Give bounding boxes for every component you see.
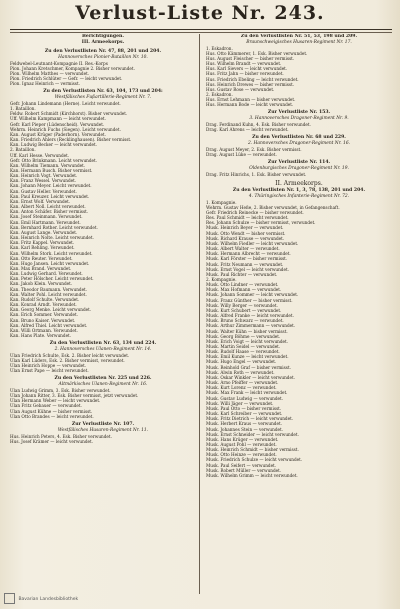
casualty-entry: Kan. Rudolf Schulte. Verwundet.: [10, 296, 80, 302]
casualty-entry: Drag. August Lüke — verwundet.: [206, 152, 277, 158]
casualty-entry: Hus. Hermann Bode — leicht verwundet.: [206, 102, 294, 108]
regiment-heading: 3. Hannoversches Dragoner-Regiment Nr. 9.: [249, 116, 349, 122]
casualty-entry: Musk. Bruno Schwarz — verwundet.: [206, 318, 284, 324]
casualty-entry: Kan. Albert Noll. Leicht verwundet.: [10, 204, 86, 210]
casualty-entry: Drag. Karl Ahrens — leicht verwundet.: [206, 127, 289, 133]
casualty-entry: Gefr. Karl Pieper (Lüdenscheid). Verwundet.: [10, 121, 105, 127]
casualty-entry: Kan. Jakob Klein. Verwundet.: [10, 281, 73, 287]
casualty-entry: Kan. Johann Meyer. Leicht verwundet.: [10, 183, 92, 189]
casualty-entry: Musk. Paul Otto — bisher vermisst.: [206, 405, 282, 411]
casualty-entry: Kan. Friedrich Ahlers (Recklinghausen). Bisher vermisst.: [10, 137, 132, 143]
casualty-entry: Musk. Arthur Zimmermann — verwundet.: [206, 323, 296, 329]
casualty-entry: Musk. Alwin Roth — verwundet.: [206, 369, 275, 375]
casualty-entry: Kan. Fritz Kappel. Verwundet.: [10, 240, 75, 246]
casualty-entry: Musk. Rudolf Haase — verwundet.: [206, 349, 280, 355]
casualty-entry: Kan. Willi Ortmann. Verwundet.: [10, 327, 78, 333]
casualty-entry: Musk. Max Frank — leicht verwundet.: [206, 390, 288, 396]
casualty-entry: Kan. Hans Plate. Verwundet.: [10, 333, 72, 338]
casualty-entry: Musk. Karl Förster — bisher vermisst.: [206, 256, 288, 262]
casualty-entry: Musk. Hans Krüger — verwundet.: [206, 436, 279, 442]
section-heading: Zu den Verlustlisten Nr. 63, 104, 173 und 204:: [43, 89, 163, 95]
casualty-entry: Musk. Kurt Schubert — verwundet.: [206, 307, 282, 313]
casualty-entry: Kan. Walter Pohl. Leicht verwundet.: [10, 291, 87, 297]
regiment-heading: Hannoversches Pionier-Bataillon Nr. 10.: [58, 55, 148, 60]
casualty-entry: Res. Paul Schmidt — leicht verwundet.: [206, 215, 289, 221]
casualty-entry: Ulan Ernst Pape — leicht verwundet.: [10, 368, 89, 374]
casualty-entry: Kan. Karl Rehling. Verwundet.: [10, 245, 75, 251]
casualty-entry: Drag. Ferdinand Kuhn, 4. Esk. Bisher verwundet.: [206, 122, 311, 128]
casualty-entry: 1. Kompagnie.: [206, 199, 237, 205]
casualty-entry: Kan. Otto Reuter. Verwundet.: [10, 255, 73, 261]
casualty-entry: Musk. Johann Sommer — leicht verwundet.: [206, 292, 299, 298]
casualty-entry: Ulan Heinrich Hoppe — verwundet.: [10, 363, 87, 369]
casualty-entry: Musk. Paul Seifert — verwundet.: [206, 462, 277, 468]
casualty-entry: Musk. Gustav Ludwig — verwundet.: [206, 395, 284, 401]
regiment-heading: Oldenburgisches Dragoner-Regiment Nr. 19.: [249, 166, 349, 172]
casualty-entry: Kan. Josef Steinmann. Verwundet.: [10, 214, 83, 220]
section-heading: Zur Verlustliste Nr. 153.: [267, 110, 331, 116]
casualty-entry: Pion. Ignaz Heinrich — vermisst.: [10, 81, 80, 87]
section-heading: Zu den Verlustlisten Nr. 68 und 229.: [252, 135, 346, 141]
casualty-entry: Musk. Reinhold Graf — bisher vermisst.: [206, 364, 291, 370]
regiment-heading: 2. Hannoversches Ulanen-Regiment Nr. 14.: [54, 347, 152, 353]
section-heading: Zur Verlustliste Nr. 114.: [267, 160, 331, 166]
casualty-entry: Kan. Hugo Jansen. Leicht verwundet.: [10, 260, 90, 266]
section-heading: Zu den Verlustlisten Nr. 1, 3, 78, 138, 201 und 204.: [232, 188, 366, 194]
casualty-entry: Kan. Georg Menke. Leicht verwundet.: [10, 307, 92, 313]
casualty-entry: Feldw. Robert Schmidt (Kirchhorst). Bisher verwundet.: [10, 111, 128, 117]
regiment-heading: Westfälisches Husaren-Regiment Nr. 11.: [57, 427, 149, 433]
casualty-entry: Kan. Gustav Heller. Verwundet.: [10, 188, 77, 194]
casualty-entry: Kan. Konrad Arndt. Verwundet.: [10, 302, 77, 308]
casualty-entry: Hus. Friedrich Ebeling — leicht verwundet.: [206, 76, 299, 82]
casualty-entry: Hus. Josef Krämer — leicht verwundet.: [10, 438, 94, 444]
casualty-entry: Hus. Fritz Jahn — bisher verwundet.: [206, 71, 284, 77]
casualty-entry: Kan. Theodor Baumann. Verwundet.: [10, 286, 88, 292]
casualty-entry: Ulan August Kühne — bisher vermisst.: [10, 408, 93, 414]
casualty-entry: Musk. Erich Voigt — leicht verwundet.: [206, 338, 289, 344]
casualty-entry: Hus. Otto Kämmerer, 1. Esk. Bisher verwundet.: [206, 50, 308, 56]
casualty-entry: Musk. Heinrich Beyer — verwundet.: [206, 225, 284, 231]
library-logo-icon: [4, 593, 15, 604]
casualty-entry: 2. Bataillon.: [10, 147, 36, 153]
casualty-entry: Kan. Heinrich Vogt. Verwundet.: [10, 173, 78, 179]
casualty-entry: Ulan Ludwig Grimm, 3. Esk. Bisher verwundet.: [10, 387, 111, 393]
footer-line-2: Landesbibliothek: [39, 597, 79, 602]
casualty-entry: Ulan Hermann Weber — leicht verwundet.: [10, 398, 101, 404]
casualty-entry: Musk. Emil Kunze — leicht verwundet.: [206, 354, 289, 360]
casualty-entry: Ulan Friedrich Schulte, Esk. 2. Bisher leicht verwundet.: [10, 352, 130, 358]
casualty-entry: Gefr. Johann Lindemann (Herne). Leicht verwundet.: [10, 100, 121, 106]
casualty-entry: Ulan Otto Brandes — leicht verwundet.: [10, 413, 94, 419]
casualty-entry: 1. Bataillon.: [10, 106, 36, 112]
section-heading: Zu den Verlustlisten Nr. 51, 53, 198 und 209.: [240, 34, 358, 39]
casualty-entry: Musk. Georg Böhme — verwundet.: [206, 333, 281, 339]
casualty-entry: Musk. Willy Berger — verwundet.: [206, 302, 278, 308]
casualty-entry: Musk. Hugo Engel — verwundet.: [206, 359, 277, 365]
casualty-entry: Musk. Martin Seidel — verwundet.: [206, 344, 281, 349]
casualty-entry: Musk. Arno Pfeiffer — verwundet.: [206, 380, 279, 386]
casualty-entry: Ulan Fritz Gebauer — verwundet.: [10, 403, 82, 409]
casualty-entry: Musk. Paul Richter — verwundet.: [206, 271, 278, 277]
casualty-entry: Kan. Alfred Thiel. Leicht verwundet.: [10, 322, 88, 328]
section-heading: Zu den Verlustlisten Nr. 225 und 226.: [54, 376, 152, 382]
casualty-entry: Kan. Ludwig Becker — leicht verwundet.: [10, 142, 98, 148]
casualty-entry: Musk. Otto Lindner — verwundet.: [206, 282, 279, 288]
casualty-entry: Musk. Ernst Vogel — leicht verwundet.: [206, 266, 289, 272]
casualty-entry: Kan. Wilhelm Tiemann. Verwundet.: [10, 162, 86, 168]
casualty-entry: Kan. Bruno Kaiser. Verwundet.: [10, 317, 76, 323]
casualty-entry: Kan. Erich Sommer. Verwundet.: [10, 312, 79, 318]
casualty-entry: Musk. Alfred Franke — leicht verwundet.: [206, 313, 294, 319]
casualty-entry: Kan. August Krüger (Paderborn). Verwundet.: [10, 131, 106, 137]
casualty-entry: Musk. Wilhelm Grimm — leicht verwundet.: [206, 472, 298, 478]
casualty-entry: Musk. Fritz Dietrich — leicht verwundet.: [206, 416, 294, 422]
title-rule: [10, 29, 392, 30]
casualty-entry: Kan. Paul Kreuzer. Leicht verwundet.: [10, 193, 90, 199]
casualty-entry: Musk. Kurt Lorenz — verwundet.: [206, 385, 277, 391]
casualty-entry: Musk. August Pohl — verwundet.: [206, 441, 277, 447]
page-title: Verlust-Liste Nr. 243.: [75, 2, 325, 24]
casualty-entry: Musk. Fritz Neumann — verwundet.: [206, 261, 284, 267]
casualty-entry: Kan. Bernhard Rother. Leicht verwundet.: [10, 224, 98, 230]
casualty-entry: Kan. Hermann Busch. Bisher vermisst.: [10, 168, 93, 173]
casualty-entry: Kan. Anton Schäfer. Bisher vermisst.: [10, 209, 89, 215]
casualty-entry: Hus. Heinrich Drewes — bisher vermisst.: [206, 81, 295, 87]
casualty-entry: Musk. Oskar Winkler — leicht verwundet.: [206, 374, 295, 380]
casualty-entry: Ulan Johann Ritter, 3. Esk. Bisher vermisst, jetzt verwundet.: [10, 393, 139, 399]
casualty-entry: Musk. Herbert Kraus — verwundet.: [206, 421, 282, 427]
footer-line-1: Bavarian: [18, 597, 39, 602]
section-heading: II. Armeekorps.: [275, 180, 323, 188]
casualty-entry: 2. Eskadron.: [206, 92, 233, 97]
casualty-entry: Pion. Friedrich Schlüter — Gefr. — leicht verwundet.: [10, 76, 123, 82]
section-heading: Zur Verlustliste Nr. 107.: [71, 421, 135, 427]
casualty-entry: Uff. Karl Hesse. Verwundet.: [10, 152, 70, 158]
casualty-entry: Kan. Ernst Wolf. Verwundet.: [10, 198, 71, 204]
casualty-entry: Gefr. Friedrich Reinecke — bisher verwundet.: [206, 209, 304, 215]
library-footer: [4, 593, 78, 604]
regiment-heading: Westfälisches Fußartillerie-Regiment Nr. 7.: [54, 95, 152, 101]
casualty-entry: Gefr. Otto Brinkmann. Leicht verwundet.: [10, 157, 98, 163]
section-heading: Zu den Verlustlisten Nr. 47, 88, 201 und 204.: [44, 49, 162, 54]
casualty-entry: Kan. Heinrich Nolte. Leicht verwundet.: [10, 235, 94, 241]
casualty-entry: Musk. Willi Jäger — verwundet.: [206, 400, 274, 406]
casualty-entry: Drag. August Meyer, 2. Esk. Bisher vermisst.: [206, 146, 302, 152]
casualty-entry: Kan. Franz Wessel. Verwundet.: [10, 178, 77, 184]
casualty-entry: Musk. Max Hofmann — verwundet.: [206, 287, 282, 293]
column-divider: [199, 34, 200, 594]
casualty-entry: Pion. Johann Kretschmer, Kompagnie 2. Bisher verwundet.: [10, 65, 135, 71]
casualty-entry: Musk. Otto Heinze — verwundet.: [206, 452, 277, 458]
casualty-entry: 2. Kompagnie.: [206, 276, 237, 282]
casualty-entry: Hus. Wilhelm Brandt — verwundet.: [206, 61, 282, 67]
regiment-heading: Altmärkisches Ulanen-Regiment Nr. 16.: [58, 382, 148, 388]
casualty-entry: Kan. August Lange. Verwundet.: [10, 229, 78, 235]
casualty-entry: Musk. Albert Walter — verwundet.: [206, 246, 280, 252]
title-rule-thin: [10, 32, 392, 33]
casualty-entry: Kan. Ludwig Gerhard. Verwundet.: [10, 271, 83, 277]
casualty-entry: Kan. Wilhelm Stork. Leicht verwundet.: [10, 250, 93, 256]
casualty-entry: Musk. Hermann Albrecht — verwundet.: [206, 251, 291, 257]
regiment-heading: 4. Thüringisches Infanterie-Regiment Nr. 72.: [248, 194, 350, 200]
section-heading: Berichtigungen.: [82, 34, 124, 39]
right-column: [206, 34, 392, 594]
casualty-entry: Musk. Heinrich Schmidt — bisher vermisst.: [206, 447, 299, 453]
casualty-entry: Kan. Peter Hölscher. Leicht verwundet.: [10, 276, 94, 282]
casualty-entry: Musk. Robert Müller — verwundet.: [206, 467, 282, 473]
casualty-entry: Ulan Karl Lüders, Esk. 2. Bisher vermisst, verwundet.: [10, 357, 125, 363]
left-column: [10, 34, 196, 594]
section-heading: III. Armeekorps.: [81, 40, 125, 45]
casualty-entry: 1. Eskadron.: [206, 45, 233, 51]
casualty-entry: Musk. Franz Günther — bisher vermisst.: [206, 297, 293, 303]
casualty-entry: Musk. Ernst Schneider — leicht verwundet.: [206, 431, 299, 437]
casualty-entry: Pion. Wilhelm Matthes — verwundet.: [10, 70, 90, 76]
casualty-entry: Musk. Friedrich Schulze — leicht verwundet.: [206, 457, 303, 463]
casualty-entry: Musk. Wilhelm Fiedler — leicht verwundet.: [206, 240, 299, 246]
regiment-heading: 2. Hannoversches Dragoner-Regiment Nr. 16.: [247, 141, 351, 147]
casualty-entry: Musk. Richard Krause — verwundet.: [206, 235, 285, 241]
casualty-entry: Musk. Johannes Stein — verwundet.: [206, 426, 283, 432]
casualty-entry: Drag. Fritz Hinrichs, 1. Esk. Bisher verwundet.: [206, 171, 307, 177]
section-heading: Zu den Verlustlisten Nr. 63, 134 und 224.: [49, 341, 157, 347]
casualty-entry: Musk. Walter Kühn — bisher vermisst.: [206, 328, 288, 334]
casualty-entry: Kan. Emil Hartmann. Verwundet.: [10, 219, 81, 225]
casualty-entry: Hus. Ernst Lehmann — bisher verwundet.: [206, 97, 296, 103]
casualty-entry: Musk. Otto Wendt — bisher vermisst.: [206, 230, 286, 236]
casualty-entry: Hus. Karl Sievers — leicht verwundet.: [206, 66, 288, 72]
casualty-entry: Wehrm. Gustav Heße, 2. Bisher verwundet, in Gefangenschaft.: [206, 204, 340, 210]
casualty-entry: Hus. August Fleischer — bisher vermisst.: [206, 55, 295, 61]
casualty-entry: Hus. Gustav Rose — verwundet.: [206, 86, 275, 92]
casualty-entry: Res. Johann Schulze — bisher vermisst, verwundet.: [206, 220, 316, 226]
regiment-heading: Braunschweigisches Husaren-Regiment Nr. 17.: [246, 40, 352, 45]
casualty-entry: Feldwebel-Leutnant-Kompagnie II. Res.-Korps: [10, 60, 108, 66]
casualty-entry: Musk. Karl Schreiber — verwundet.: [206, 411, 283, 417]
casualty-entry: Kan. Max Brand. Verwundet.: [10, 265, 72, 271]
casualty-entry: Hus. Heinrich Peters, 4. Esk. Bisher verwundet.: [10, 433, 112, 439]
casualty-entry: Uff. Wilhelm Kampmann — leicht verwundet.: [10, 116, 106, 122]
casualty-entry: Wehrm. Heinrich Fuchs (Siegen). Leicht verwundet.: [10, 126, 121, 132]
